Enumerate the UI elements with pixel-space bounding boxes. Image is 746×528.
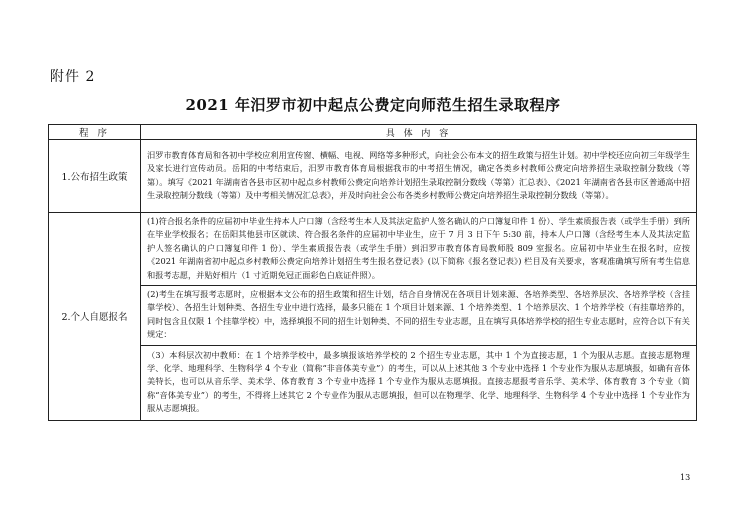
procedure-table bbox=[48, 124, 697, 421]
row-step-publish-policy: 1.公布招生政策 bbox=[49, 140, 141, 213]
header-content: 具 体 内 容 bbox=[141, 125, 697, 140]
row-content-publish-policy bbox=[141, 140, 697, 213]
content-paragraph: 汨罗市教育体育局和各初中学校应利用宣传窗、横幅、电视、网络等多种形式，向社会公布本文的招生政策与招生计划。初中学校还应向初三年级学生及家长进行宣传动员。岳阳的中考结束后，汨罗市教育体育局根据我市的中考招生情况，确定各类乡村教师公费定向培养招生录取控制分数线（等第）。填写《2021 年湖南省各县市区初中起点乡村教师公费定向培养计划招生录取控制分数线（等第）汇总表》、《2021 年湖南省各县市区普通高中招生录取控制分数线（等第）及中考相关情况汇总表》，并及时向社会公布各类乡村教师公费定向培养招生录取控制分数线（等第）。 bbox=[147, 149, 690, 200]
header-step: 程 序 bbox=[49, 125, 141, 140]
row-content-registration-part3 bbox=[141, 345, 697, 420]
row-content-registration-part2 bbox=[141, 286, 697, 346]
table-row bbox=[49, 286, 697, 346]
content-paragraph: (1)符合报名条件的应届初中毕业生持本人户口簿（含经考生本人及其法定监护人签名确认的户口簿复印件 1 份）、学生素质报告表（或学生手册）到所在毕业学校报名；在岳阳其他县市区就读、符合报名条件的应届初中毕业生，应于 7 月 3 日下午 5:30 前，持本人户口簿（含经考生本人及其法定监护人签名确认的户口簿复印件 1 份）、学生素质报告表（或学生手册）到汨罗市教育体育局教师股 809 室报名。应届初中毕业生在报名时，应按《2021 年湖南省初中起点乡村教师公费定向培养计划招生考生报名登记表》(以下简称《报名登记表》) 栏目及有关要求，客观准确填写所有考生信息和报考志愿，并贴好相片（1 寸近期免冠正面彩色白底证件照）。 bbox=[147, 216, 690, 280]
row-step-registration: 2.个人自愿报名 bbox=[49, 213, 141, 421]
document-title: 2021 年汨罗市初中起点公费定向师范生招生录取程序 bbox=[185, 96, 561, 114]
content-paragraph: (2)考生在填写报考志愿时，应根据本文公布的招生政策和招生计划，结合自身情况在各项目计划来源、各培养类型、各培养层次、各培养学校（含挂靠学校）、各招生计划种类、各招生专业中进行选择，最多只能在 1 个项目计划来源、1 个培养类型、1 个培养层次、1 个培养学校（有挂靠培养的，同时包含且仅限 1 个挂靠学校）中，选择填报不同的招生计划种类、不同的招生专业志愿，且在填写具体培养学校的招生专业志愿时，应符合以下有关规定： bbox=[147, 289, 690, 340]
table-row bbox=[49, 140, 697, 213]
table-row bbox=[49, 345, 697, 420]
table-row bbox=[49, 213, 697, 286]
content-paragraph: （3）本科层次初中教师：在 1 个培养学校中，最多填报该培养学校的 2 个招生专业志愿，其中 1 个为直接志愿，1 个为服从志愿。直接志愿物理学、化学、地理科学、生物科学 4 个专业（简称“非音体美专业”）的考生，可以从上述其他 3 个专业中选择 1 个专业作为服从志愿填报，如确有音体美特长，也可以从音乐学、美术学、体育教育 3 个专业中选择 1 个专业作为服从志愿填报。直接志愿报考音乐学、美术学、体育教育 3 个专业（简称“音体美专业”）的考生，不得将上述其它 2 个专业作为服从志愿填报，但可以在物理学、化学、地理科学、生物科学 4 个专业中选择 1 个专业作为服从志愿填报。 bbox=[147, 349, 690, 414]
page-number: 13 bbox=[680, 473, 691, 482]
annex-label: 附件 2 bbox=[50, 69, 96, 85]
row-content-registration-part1 bbox=[141, 213, 697, 286]
table-header-row bbox=[49, 125, 697, 140]
